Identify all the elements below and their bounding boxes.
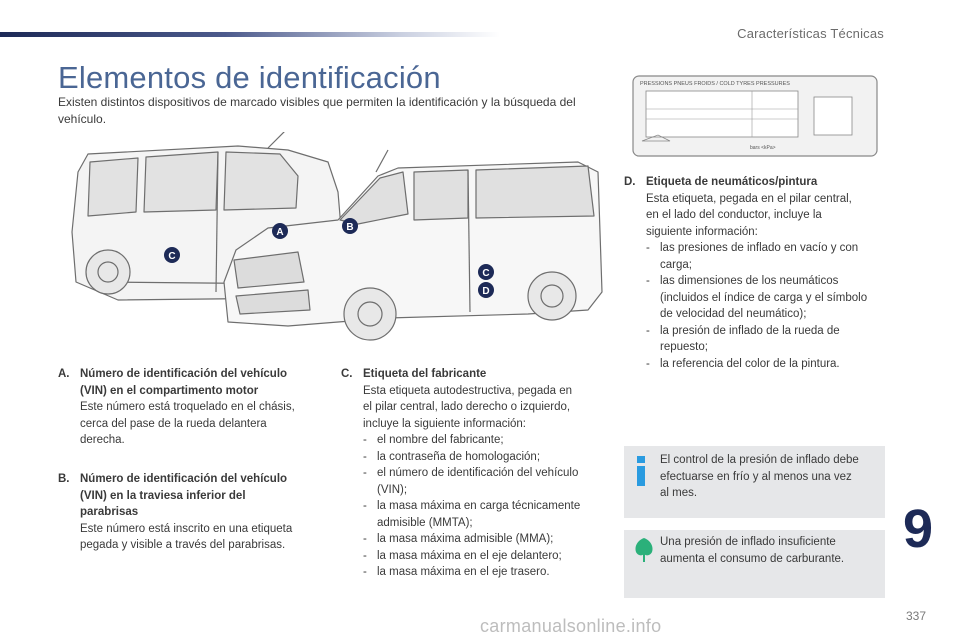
list-item: - el número de identificación del vehículo (VIN); bbox=[363, 465, 611, 498]
item-b-body-line: Este número está inscrito en una etiqueta bbox=[80, 522, 293, 535]
item-b-title-line: (VIN) en la traviesa inferior del bbox=[80, 489, 246, 502]
eco-note bbox=[624, 530, 885, 598]
item-b-body-line: pegada y visible a través del parabrisas. bbox=[80, 539, 286, 551]
list-item: - las dimensiones de los neumáticos (incluidos el índice de carga y el símbolo de velocidad del neumático); bbox=[646, 273, 894, 323]
item-d-letter: D. bbox=[624, 176, 636, 188]
rear-van-window-2 bbox=[144, 152, 218, 212]
item-b bbox=[58, 471, 328, 554]
list-item: - la masa máxima en el eje delantero; bbox=[363, 548, 611, 565]
item-c-body-line: Esta etiqueta autodestructiva, pegada en bbox=[363, 384, 573, 397]
rear-van-window-1 bbox=[88, 158, 138, 216]
leaf-icon bbox=[634, 538, 654, 562]
item-a-title-line: Número de identificación del vehículo bbox=[80, 368, 288, 380]
item-a-body-line: Este número está troquelado en el chásis, bbox=[80, 401, 295, 413]
item-a-body-line: cerca del pase de la rueda delantera bbox=[80, 417, 267, 430]
item-d-body-line: siguiente información: bbox=[646, 225, 758, 238]
item-b-letter: B. bbox=[58, 473, 70, 485]
front-van-antenna bbox=[376, 150, 388, 172]
list-item: - las presiones de inflado en vacío y con carga; bbox=[646, 240, 894, 273]
watermark: carmanualsonline.info bbox=[480, 616, 662, 636]
front-van-side-window-1 bbox=[414, 170, 468, 220]
callout-d bbox=[478, 282, 494, 298]
item-d-bullets bbox=[624, 240, 894, 372]
front-van-wheel-rear bbox=[528, 272, 576, 320]
eco-note-line: aumenta el consumo de carburante. bbox=[660, 552, 845, 565]
header-accent-bar bbox=[0, 32, 500, 37]
item-c bbox=[341, 366, 611, 581]
item-b-title-line: parabrisas bbox=[80, 506, 139, 518]
callout-c-rear bbox=[164, 247, 180, 263]
eco-note-line: Una presión de inflado insuficiente bbox=[660, 536, 836, 548]
svg-text:PRESSIONS PNEUS FROIDS / COLD: PRESSIONS PNEUS FROIDS / COLD TYRES PRESSURES bbox=[640, 81, 790, 87]
svg-text:B: B bbox=[346, 222, 354, 233]
front-van-side-window-2 bbox=[476, 166, 594, 218]
info-note-line: efectuarse en frío y al menos una vez bbox=[660, 470, 852, 483]
list-item: - la masa máxima en el eje trasero. bbox=[363, 564, 611, 581]
callout-c-front bbox=[478, 264, 494, 280]
svg-text:bars <kPa>: bars <kPa> bbox=[750, 145, 776, 151]
rear-van-antenna bbox=[268, 132, 286, 148]
intro-text: Existen distintos dispositivos de marcado visibles que permiten la identificación y la búsqueda del vehículo. bbox=[58, 95, 576, 126]
front-van-wheel-front bbox=[344, 288, 396, 340]
item-a bbox=[58, 366, 328, 449]
item-c-body-line: incluye la siguiente información: bbox=[363, 417, 527, 430]
tyre-pressure-label bbox=[632, 75, 878, 157]
page-number: 337 bbox=[905, 609, 926, 623]
list-item: - la masa máxima en carga técnicamente admisible (MMTA); bbox=[363, 498, 611, 531]
info-note-line: al mes. bbox=[660, 487, 698, 499]
item-a-body-line: derecha. bbox=[80, 434, 125, 446]
item-d-body-line: Esta etiqueta, pegada en el pilar central, bbox=[646, 192, 852, 205]
item-c-letter: C. bbox=[341, 368, 353, 380]
callout-a bbox=[272, 223, 288, 239]
info-icon bbox=[634, 456, 648, 486]
info-note-line: El control de la presión de inflado debe bbox=[660, 454, 859, 466]
item-a-title-line: (VIN) en el compartimento motor bbox=[80, 384, 259, 397]
svg-text:D: D bbox=[482, 286, 490, 297]
item-d-title: Etiqueta de neumáticos/pintura bbox=[646, 176, 818, 188]
rear-van-wheel-rear bbox=[86, 250, 130, 294]
item-c-body-line: el pilar central, lado derecho o izquierdo, bbox=[363, 401, 571, 413]
list-item: - la presión de inflado de la rueda de repuesto; bbox=[646, 323, 894, 356]
info-note bbox=[624, 446, 885, 518]
svg-text:C: C bbox=[482, 268, 490, 279]
section-header: Características Técnicas bbox=[737, 26, 884, 41]
page-title: Elementos de identificación bbox=[58, 60, 441, 95]
svg-text:C: C bbox=[168, 251, 176, 262]
list-item: - la masa máxima admisible (MMA); bbox=[363, 531, 611, 548]
item-c-title: Etiqueta del fabricante bbox=[363, 368, 487, 380]
svg-text:A: A bbox=[276, 227, 284, 238]
item-a-letter: A. bbox=[58, 368, 70, 380]
item-d bbox=[624, 174, 894, 372]
list-item: - el nombre del fabricante; bbox=[363, 432, 611, 449]
list-item: - la contraseña de homologación; bbox=[363, 449, 611, 466]
item-c-bullets bbox=[341, 432, 611, 581]
chapter-number: 9 bbox=[903, 499, 934, 559]
callout-b bbox=[342, 218, 358, 234]
item-b-title-line: Número de identificación del vehículo bbox=[80, 473, 288, 485]
list-item: - la referencia del color de la pintura. bbox=[646, 356, 894, 373]
vehicle-illustration bbox=[58, 132, 604, 350]
item-d-body-line: en el lado del conductor, incluye la bbox=[646, 209, 822, 221]
